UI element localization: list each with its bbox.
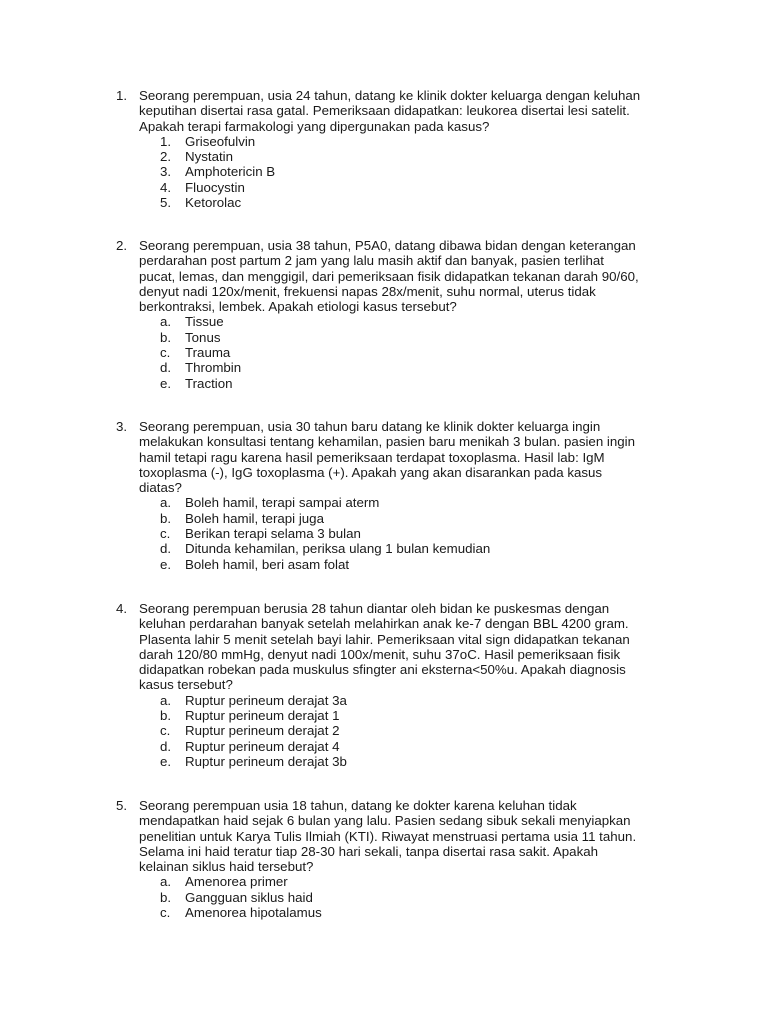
option-marker: b. <box>160 510 172 526</box>
option-marker: c. <box>160 723 171 739</box>
answer-option <box>116 345 676 360</box>
option-marker: a. <box>160 495 172 511</box>
answer-option <box>116 739 676 754</box>
answer-option <box>116 495 676 510</box>
answer-option <box>116 149 676 164</box>
option-text: Tonus <box>185 329 221 345</box>
option-marker: 3. <box>160 164 172 180</box>
answer-option <box>116 314 676 329</box>
option-marker: e. <box>160 556 172 572</box>
option-marker: a. <box>160 874 172 890</box>
question-text: Seorang perempuan, usia 30 tahun baru datang ke klinik dokter keluarga ingin melakukan konsultasi tentang kehamilan, pasien baru menikah 3 bulan. pasien ingin hamil tetapi ragu karena hasil pemeriksaan terdapat toxoplasma. Hasil lab: IgM toxoplasma (-), IgG toxoplasma (+). Apakah yang akan disarankan pada kasus diatas? <box>139 419 635 496</box>
option-text: Berikan terapi selama 3 bulan <box>185 526 361 542</box>
answer-option <box>116 905 676 920</box>
question-number: 4. <box>116 601 128 616</box>
option-marker: c. <box>160 345 171 361</box>
question-number: 1. <box>116 88 128 103</box>
option-text: Amenorea hipotalamus <box>185 905 322 921</box>
option-text: Amphotericin B <box>185 164 276 180</box>
option-text: Tissue <box>185 314 224 330</box>
answer-options <box>116 874 676 920</box>
option-text: Boleh hamil, terapi juga <box>185 510 324 526</box>
option-text: Ruptur perineum derajat 4 <box>185 738 340 754</box>
answer-options <box>116 495 676 571</box>
option-marker: 2. <box>160 149 172 165</box>
option-marker: d. <box>160 541 172 557</box>
option-marker: e. <box>160 753 172 769</box>
answer-option <box>116 754 676 769</box>
option-marker: b. <box>160 708 172 724</box>
question-text: Seorang perempuan, usia 38 tahun, P5A0, datang dibawa bidan dengan keterangan perdarahan post partum 2 jam yang lalu masih aktif dan banyak, pasien terlihat pucat, lemas, dan menggigil, dari pemeriksaan fisik didapatkan tekanan darah 90/60, denyut nadi 120x/menit, frekuensi napas 28x/menit, suhu normal, uterus tidak berkontraksi, lembek. Apakah etiologi kasus tersebut? <box>139 238 639 315</box>
answer-option <box>116 511 676 526</box>
option-text: Ruptur perineum derajat 3a <box>185 692 347 708</box>
answer-options <box>116 134 676 210</box>
answer-option <box>116 890 676 905</box>
option-marker: d. <box>160 360 172 376</box>
answer-option <box>116 541 676 556</box>
option-marker: a. <box>160 692 172 708</box>
option-text: Ruptur perineum derajat 3b <box>185 753 347 769</box>
option-marker: b. <box>160 329 172 345</box>
answer-option <box>116 874 676 889</box>
question-1 <box>116 88 676 210</box>
answer-options <box>116 693 676 769</box>
option-text: Griseofulvin <box>185 133 256 149</box>
option-marker: e. <box>160 375 172 391</box>
option-marker: b. <box>160 889 172 905</box>
question-text: Seorang perempuan berusia 28 tahun diantar oleh bidan ke puskesmas dengan keluhan perdarahan banyak setelah melahirkan anak ke-7 dengan BBL 4200 gram. Plasenta lahir 5 menit setelah bayi lahir. Pemeriksaan vital sign didapatkan tekanan darah 120/80 mmHg, denyut nadi 100x/menit, suhu 37oC. Hasil pemeriksaan fisik didapatkan robekan pada muskulus sfingter ani eksterna<50%u. Apakah diagnosis kasus tersebut? <box>139 601 630 693</box>
question-number: 2. <box>116 238 128 253</box>
option-marker: 5. <box>160 195 172 211</box>
option-text: Ruptur perineum derajat 1 <box>185 708 340 724</box>
question-2 <box>116 238 676 391</box>
option-marker: c. <box>160 905 171 921</box>
answer-option <box>116 164 676 179</box>
option-text: Ketorolac <box>185 195 242 211</box>
answer-option <box>116 723 676 738</box>
option-text: Boleh hamil, beri asam folat <box>185 556 350 572</box>
option-text: Amenorea primer <box>185 874 288 890</box>
answer-option <box>116 195 676 210</box>
answer-option <box>116 330 676 345</box>
option-text: Ruptur perineum derajat 2 <box>185 723 340 739</box>
answer-option <box>116 180 676 195</box>
question-text: Seorang perempuan usia 18 tahun, datang ke dokter karena keluhan tidak mendapatkan haid sejak 6 bulan yang lalu. Pasien sedang sibuk sekali menyiapkan penelitian untuk Karya Tulis Ilmiah (KTI). Riwayat menstruasi pertama usia 11 tahun. Selama ini haid teratur tiap 28-30 hari sekali, tanpa disertai rasa sakit. Apakah kelainan siklus haid tersebut? <box>139 798 637 875</box>
question-text: Seorang perempuan, usia 24 tahun, datang ke klinik dokter keluarga dengan keluhan keputihan disertai rasa gatal. Pemeriksaan didapatkan: leukorea disertai lesi satelit. Apakah terapi farmakologi yang dipergunakan pada kasus? <box>139 88 641 134</box>
answer-option <box>116 693 676 708</box>
option-text: Fluocystin <box>185 179 245 195</box>
question-4 <box>116 601 676 769</box>
option-marker: c. <box>160 526 171 542</box>
question-3 <box>116 419 676 572</box>
option-marker: a. <box>160 314 172 330</box>
option-text: Traction <box>185 375 233 391</box>
option-text: Nystatin <box>185 149 234 165</box>
option-text: Ditunda kehamilan, periksa ulang 1 bulan kemudian <box>185 541 491 557</box>
question-number: 3. <box>116 419 128 434</box>
option-text: Thrombin <box>185 360 242 376</box>
answer-option <box>116 526 676 541</box>
answer-option <box>116 134 676 149</box>
question-number: 5. <box>116 798 128 813</box>
option-text: Boleh hamil, terapi sampai aterm <box>185 495 380 511</box>
option-marker: 1. <box>160 133 172 149</box>
option-marker: 4. <box>160 179 172 195</box>
answer-option <box>116 557 676 572</box>
question-5 <box>116 798 676 920</box>
option-text: Gangguan siklus haid <box>185 889 313 905</box>
answer-option <box>116 708 676 723</box>
answer-option <box>116 376 676 391</box>
option-marker: d. <box>160 738 172 754</box>
answer-options <box>116 314 676 390</box>
option-text: Trauma <box>185 345 231 361</box>
answer-option <box>116 360 676 375</box>
